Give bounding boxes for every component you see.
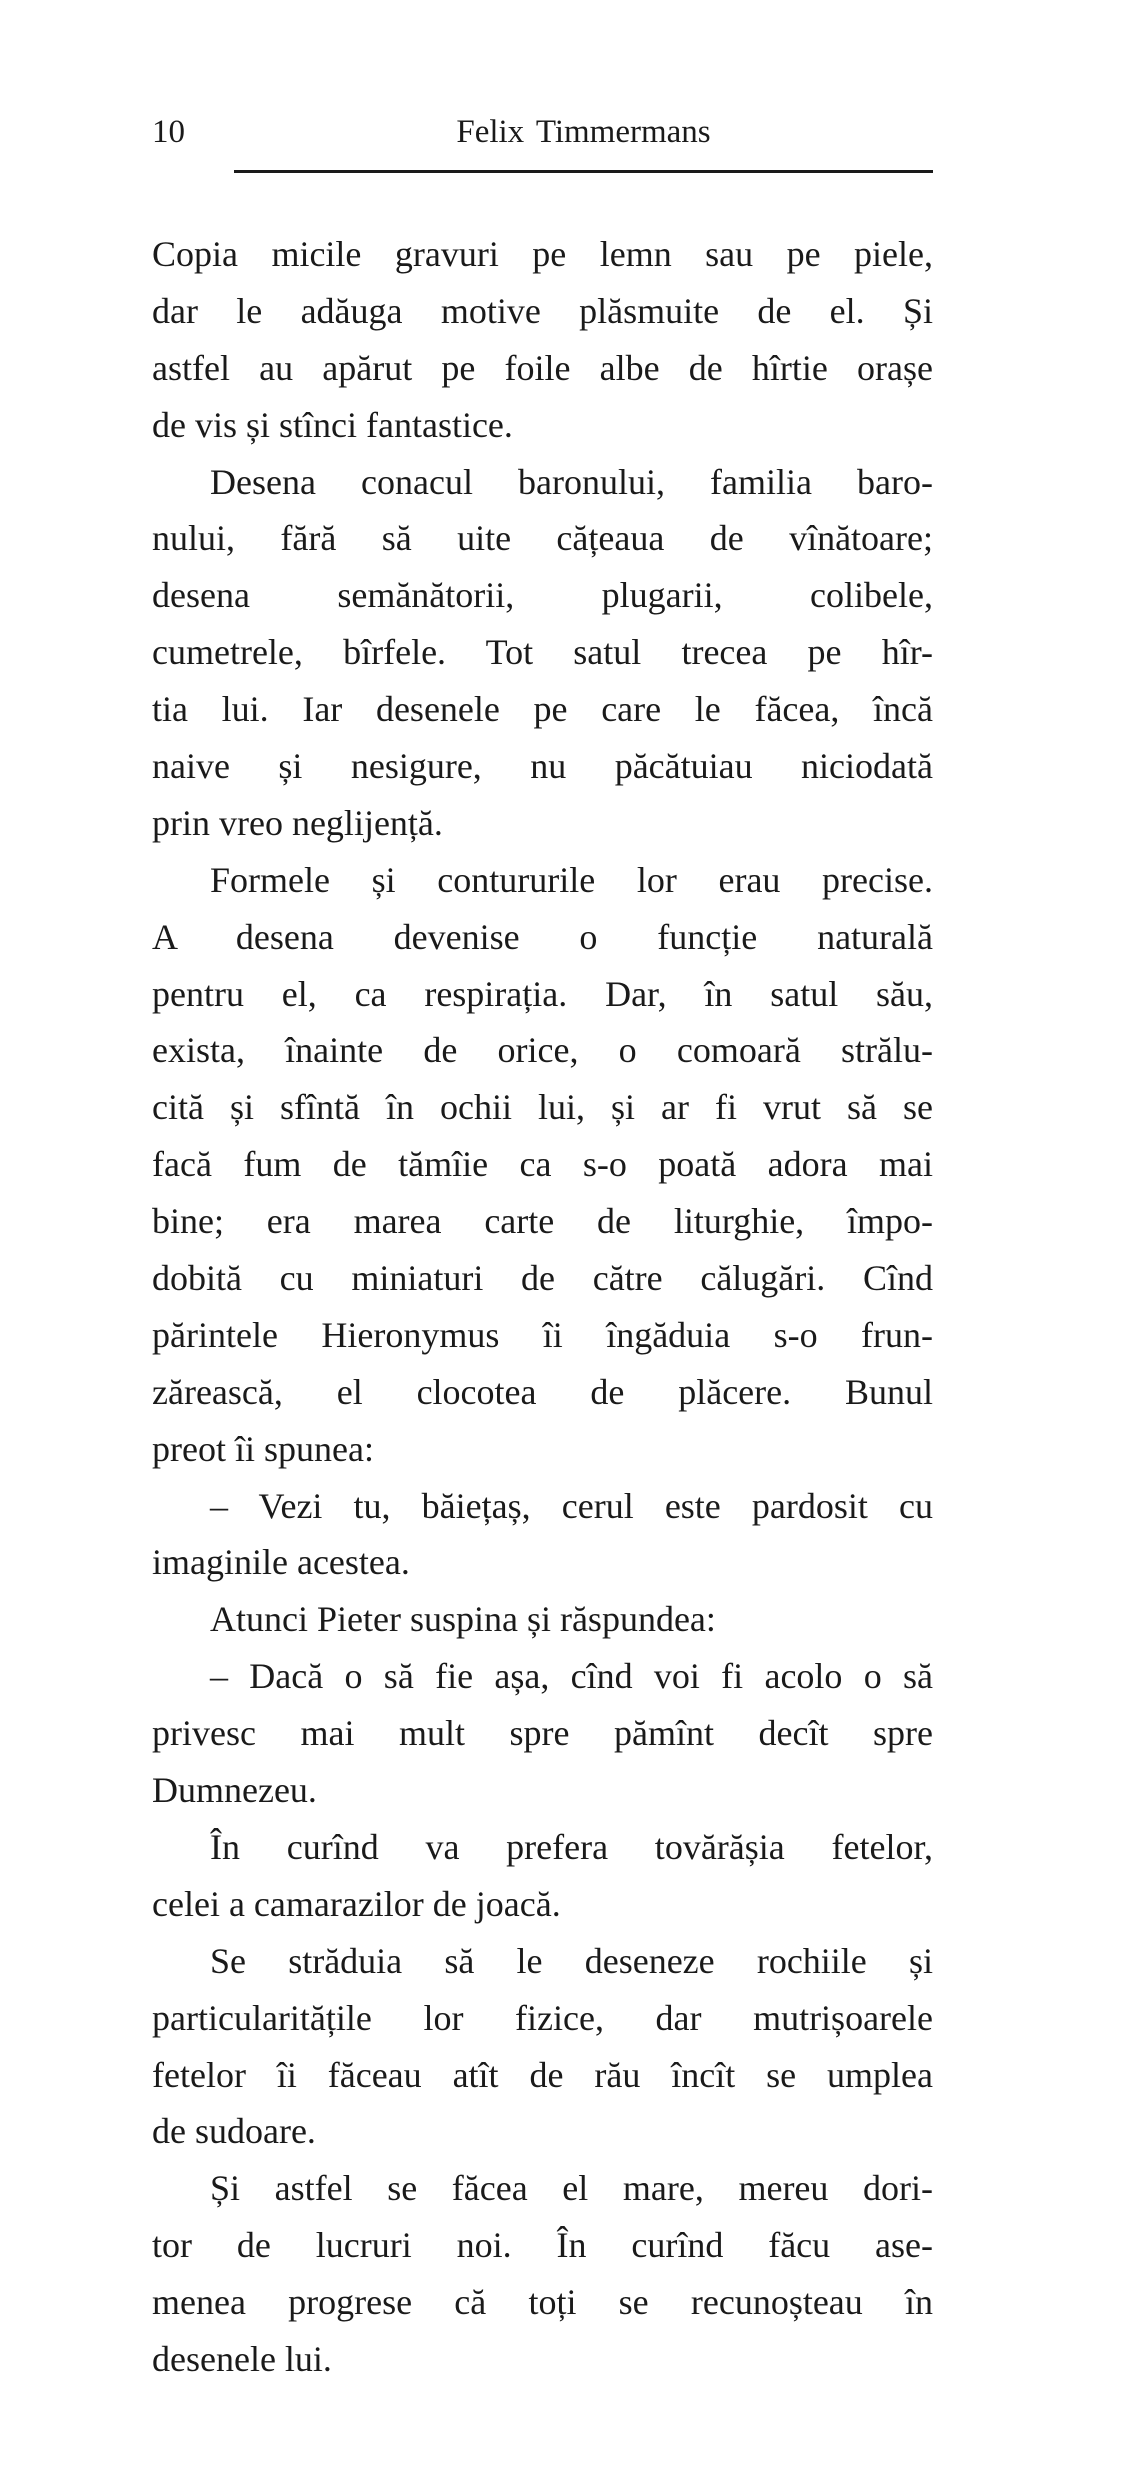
text-line: exista, înainte de orice, o comoară strălu- — [152, 1030, 933, 1071]
paragraph — [152, 1648, 933, 1819]
text-line: imaginile acestea. — [152, 1542, 410, 1583]
text-line: particularitățile lor fizice, dar mutrișoarele — [152, 1997, 933, 2038]
text-line: cumetrele, bîrfele. Tot satul trecea pe hîr- — [152, 632, 933, 673]
text-line: A desena devenise o funcție naturală — [152, 916, 933, 957]
text-line: tia lui. Iar desenele pe care le făcea, încă — [152, 689, 933, 730]
text-line: prin vreo neglijență. — [152, 802, 443, 843]
text-line: Și astfel se făcea el mare, mereu dori- — [210, 2168, 933, 2209]
paragraph — [152, 1819, 933, 1933]
text-line: cită și sfîntă în ochii lui, și ar fi vrut să se — [152, 1087, 933, 1128]
text-line: de sudoare. — [152, 2111, 316, 2152]
page-number: 10 — [152, 114, 185, 150]
paragraph — [152, 852, 933, 1478]
text-line: În curînd va prefera tovărășia fetelor, — [210, 1826, 933, 1867]
text-line: desenele lui. — [152, 2338, 332, 2379]
text-line: Se străduia să le deseneze rochiile și — [210, 1940, 933, 1981]
text-line: privesc mai mult spre pămînt decît spre — [152, 1713, 933, 1754]
text-line: Formele și contururile lor erau precise. — [210, 859, 933, 900]
text-line: fetelor îi făceau atît de rău încît se umplea — [152, 2054, 933, 2095]
paragraph — [152, 1933, 933, 2161]
text-line: facă fum de tămîie ca s-o poată adora mai — [152, 1144, 933, 1185]
text-line: pentru el, ca respirația. Dar, în satul său, — [152, 973, 933, 1014]
text-line: tor de lucruri noi. În curînd făcu ase- — [152, 2225, 933, 2266]
paragraph — [152, 454, 933, 852]
text-line: – Dacă o să fie așa, cînd voi fi acolo o să — [210, 1656, 933, 1697]
text-line: preot îi spunea: — [152, 1428, 374, 1469]
text-line: menea progrese că toți se recunoșteau în — [152, 2282, 933, 2323]
text-line: de vis și stînci fantastice. — [152, 404, 513, 445]
paragraph — [152, 2160, 933, 2388]
text-line: celei a camarazilor de joacă. — [152, 1883, 561, 1924]
text-line: desena semănătorii, plugarii, colibele, — [152, 575, 933, 616]
text-line: Atunci Pieter suspina și răspundea: — [210, 1599, 716, 1640]
text-line: părintele Hieronymus îi îngăduia s-o frun- — [152, 1314, 933, 1355]
text-line: Desena conacul baronului, familia baro- — [210, 461, 933, 502]
body-text — [152, 226, 933, 2388]
text-line: Copia micile gravuri pe lemn sau pe piele, — [152, 234, 933, 274]
paragraph — [152, 226, 933, 454]
text-line: dobită cu miniaturi de către călugări. Cînd — [152, 1258, 933, 1299]
running-head: Felix Timmermans — [456, 114, 711, 150]
paragraph — [152, 1591, 933, 1648]
text-line: – Vezi tu, băiețaș, cerul este pardosit cu — [210, 1485, 933, 1526]
header-rule — [234, 170, 933, 173]
text-line: naive și nesigure, nu păcătuiau niciodată — [152, 746, 933, 787]
text-line: astfel au apărut pe foile albe de hîrtie orașe — [152, 347, 933, 388]
text-line: Dumnezeu. — [152, 1770, 317, 1811]
text-line: nului, fără să uite cățeaua de vînătoare; — [152, 518, 933, 559]
text-line: bine; era marea carte de liturghie, împo- — [152, 1201, 933, 1242]
text-line: dar le adăuga motive plăsmuite de el. Și — [152, 290, 933, 331]
paragraph — [152, 1478, 933, 1592]
text-line: zărească, el clocotea de plăcere. Bunul — [152, 1371, 933, 1412]
